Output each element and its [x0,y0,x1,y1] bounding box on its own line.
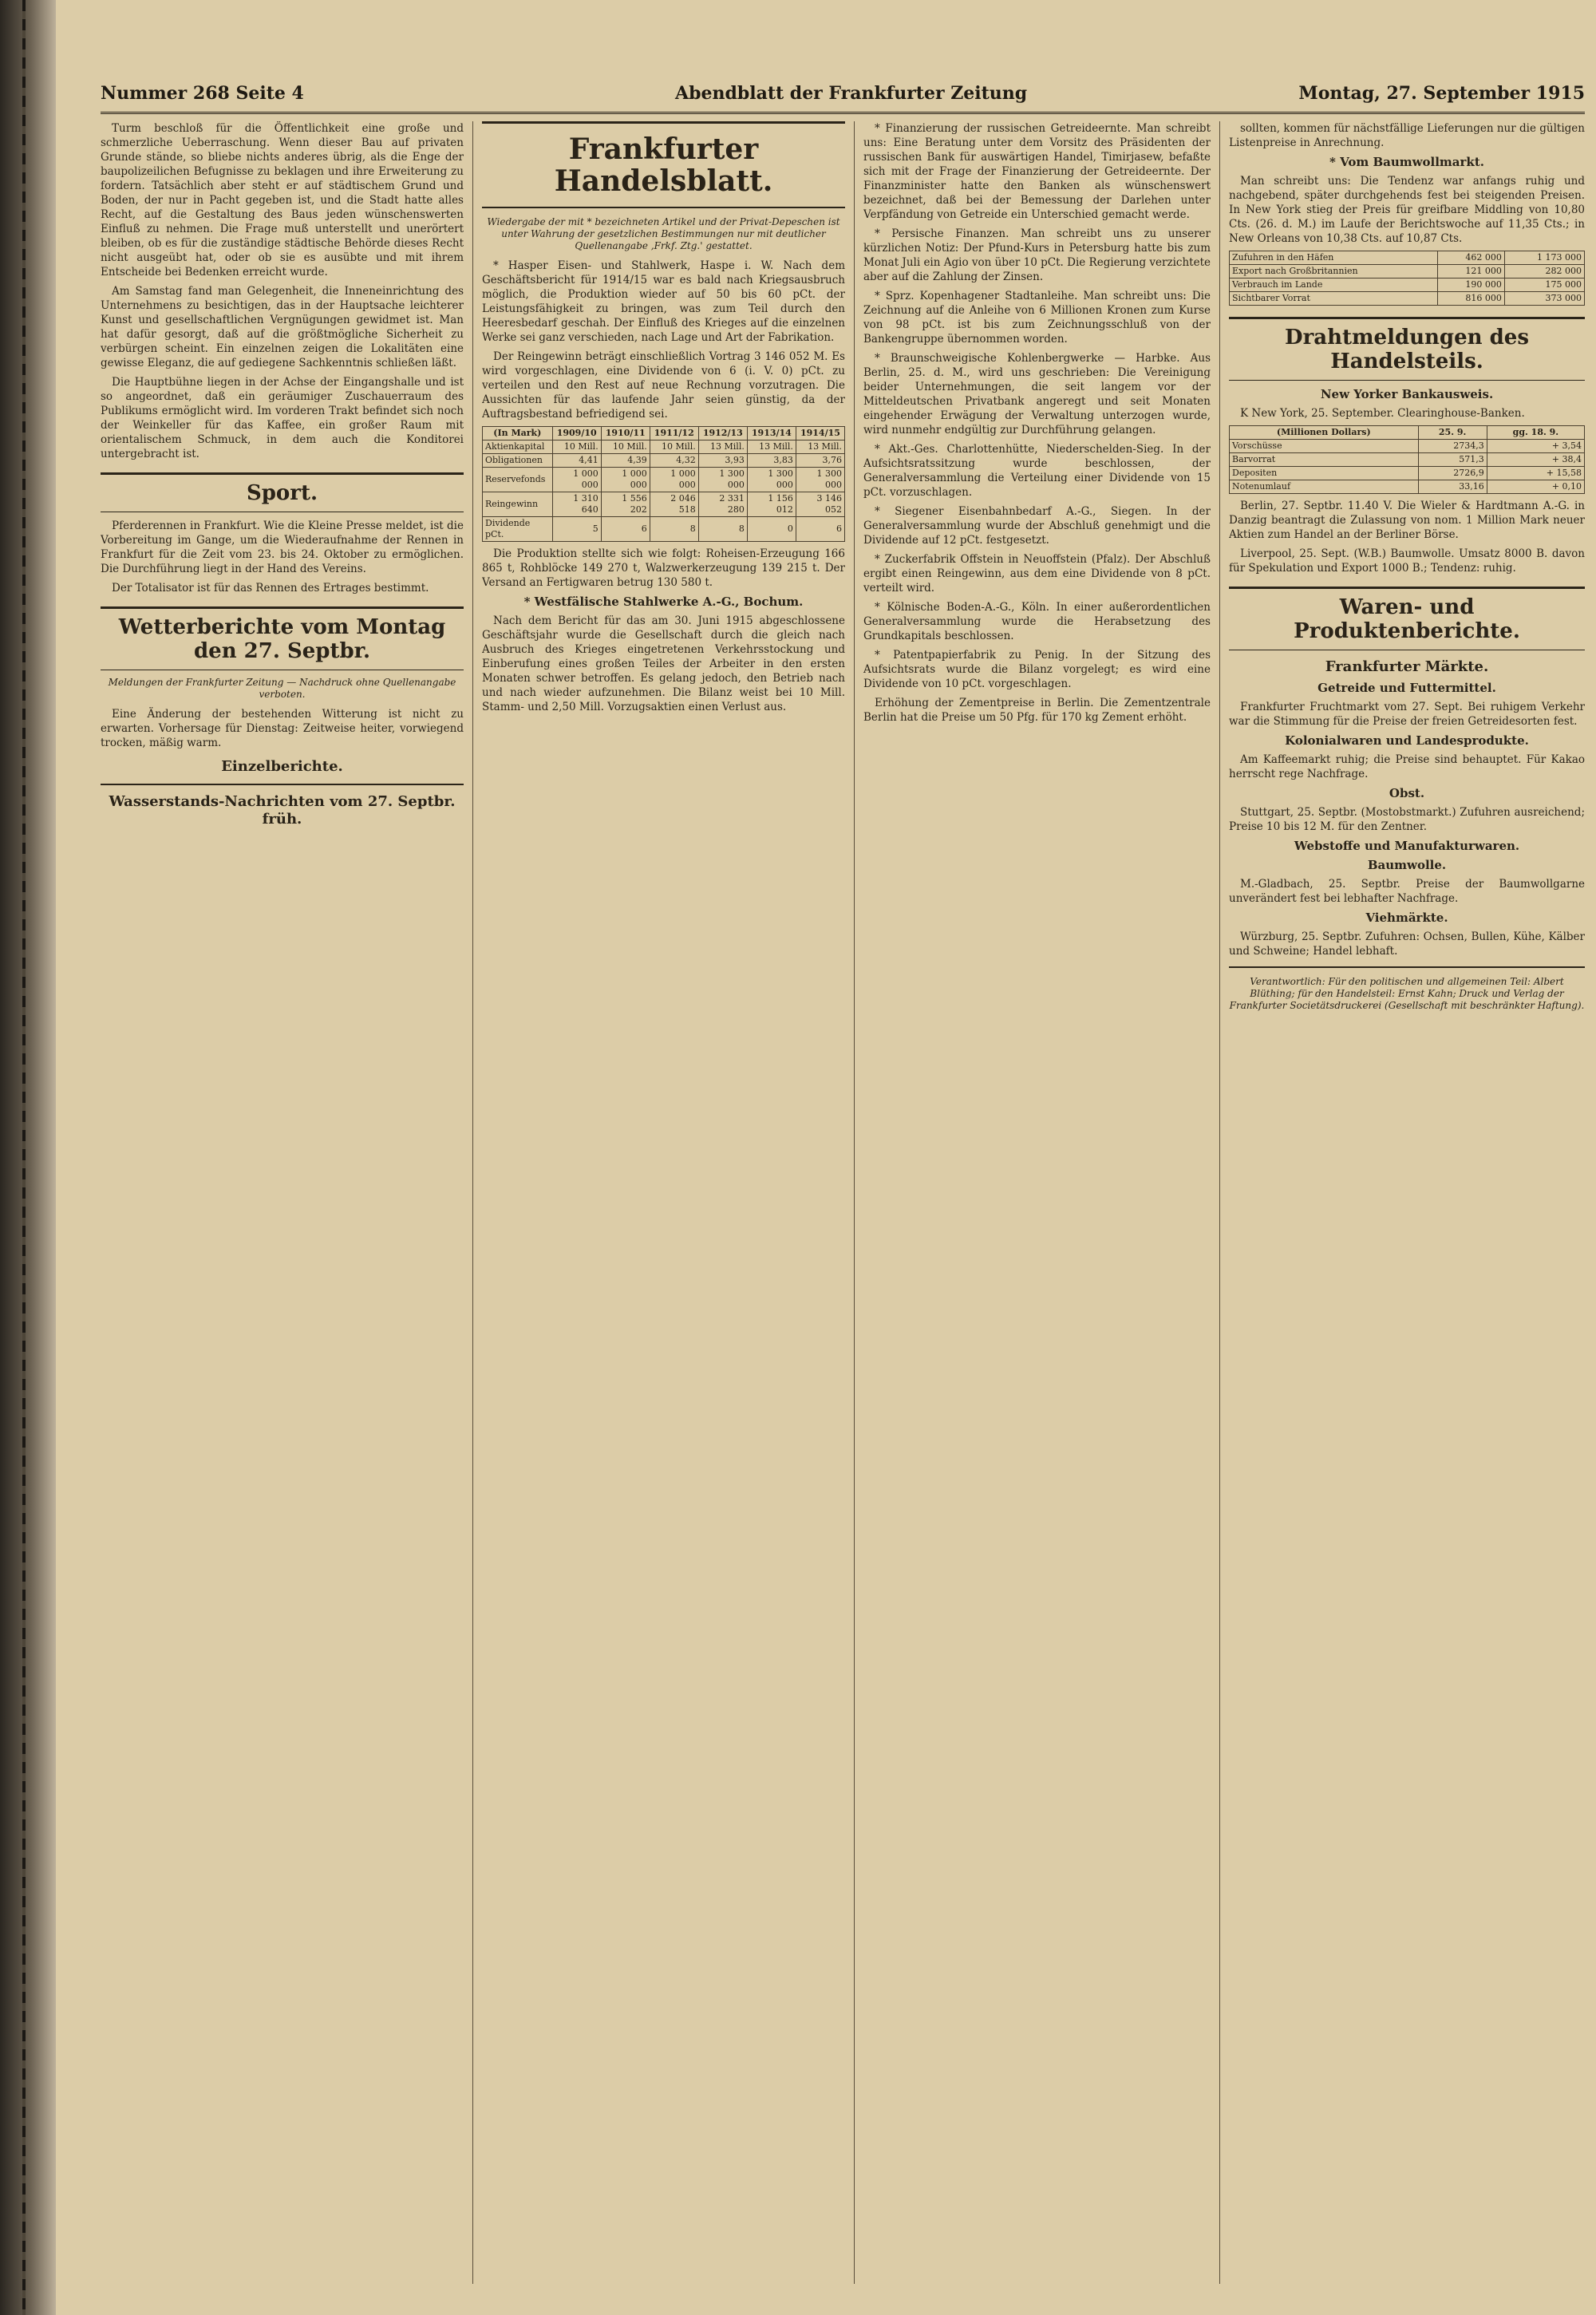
cell: 1 000 000 [650,468,698,492]
table-year: 1910/11 [601,427,650,440]
cell: 2 046 518 [650,492,698,517]
cell: 1 300 000 [747,468,796,492]
business-paragraph: * Finanzierung der russischen Getreideernte. Man schreibt uns: Eine Beratung unter dem Vorsitz des Präsidenten der russischen Bank für auswärtigen Handel, Timirjasew, befaßte sich mit der Frage der Finanzierung der Getreideernte. Der Finanzminister hatte den Banken als wünschenswert bezeichnet, daß bei der Bemessung der Darlehen unter Verpfändung von Getreide ein Unterschied gemacht werde. [863,122,1211,221]
cell: 1 310 640 [552,492,601,517]
page-number: Nummer 268 Seite 4 [101,83,304,104]
cell: 571,3 [1418,453,1487,467]
table-row [1230,292,1585,306]
colonial-heading: Kolonialwaren und Landesprodukte. [1285,733,1529,748]
cell: 10 Mill. [552,440,601,454]
cell: 121 000 [1438,265,1504,279]
cell: 4,41 [552,454,601,468]
business-paragraph: Die Produktion stellte sich wie folgt: Roheisen-Erzeugung 166 865 t, Rohblöcke 149 270 t, Walzwerkerzeugung 139 215 t. Der Versand an Fertigwaren betrug 130 580 t. [482,547,845,589]
cell: 4,39 [601,454,650,468]
cell: 6 [796,517,844,542]
divider [101,784,464,785]
cell: 373 000 [1504,292,1584,306]
table-row [483,468,845,492]
table-header-row [1230,426,1585,440]
cell: 2 331 280 [698,492,747,517]
weather-text: Eine Änderung der bestehenden Witterung ist nicht zu erwarten. Vorhersage für Dienstag: Zeitweise heiter, vorwiegend trocken, mäßig warm. [101,708,464,749]
cotton-text: Man schreibt uns: Die Tendenz war anfangs ruhig und nachgebend, später durchgehends fest bei steigenden Preisen. In New York stieg der Preis für greifbare Middling von 10,80 Cts. (26. d. M.) im Laufe der Berichtswoche auf 11,35 Cts.; in New Orleans von 10,38 Cts. auf 10,87 Cts. [1229,175,1585,245]
cotton-table [1229,251,1585,306]
cattle-text: Würzburg, 25. Septbr. Zufuhren: Ochsen, Bullen, Kühe, Kälber und Schweine; Handel lebhaft. [1229,930,1585,958]
table-row [1230,265,1585,279]
column-rule [854,121,855,2284]
cell: 3,83 [747,454,796,468]
column-4 [1229,121,1585,2276]
cattle-heading: Viehmärkte. [1365,911,1448,925]
textiles-heading: Webstoffe und Manufakturwaren. [1294,839,1520,853]
book-binding [0,0,56,2315]
weather-subline: Meldungen der Frankfurter Zeitung — Nachdruck ohne Quellenangabe verboten. [108,677,456,700]
table-caption: (In Mark) [483,427,553,440]
frankfurt-markets-heading: Frankfurter Märkte. [1325,658,1489,675]
cell: 462 000 [1438,251,1504,265]
table-caption: (Millionen Dollars) [1230,426,1419,440]
row-label: Obligationen [483,454,553,468]
newspaper-title: Abendblatt der Frankfurter Zeitung [675,83,1028,104]
fruit-text: Stuttgart, 25. Septbr. (Mostobstmarkt.) Zufuhren ausreichend; Preise 10 bis 12 M. für den Zentner. [1229,806,1585,833]
waren-heading: Waren- und Produktenberichte. [1229,587,1585,650]
feuilleton-paragraph: Am Samstag fand man Gelegenheit, die Inneneinrichtung des Unternehmens zu besichtigen, das in der Hauptsache leichterer Kunst und gesellschaftlichen Vergnügungen gewidmet ist. Man hat dafür gesorgt, daß auf die größtmögliche Sicherheit zu verbürgen scheint. Ein einzelnen zeigen die Lokalitäten eine gewisse Eleganz, die auf gediegene Sachkenntnis schließen läßt. [101,285,464,369]
table-row [483,517,845,542]
cell: 13 Mill. [796,440,844,454]
cell: 3 146 052 [796,492,844,517]
westfaelische-heading: * Westfälische Stahlwerke A.-G., Bochum. [523,595,804,609]
row-label: Barvorrat [1230,453,1419,467]
cell: 8 [698,517,747,542]
business-paragraph: * Braunschweigische Kohlenbergwerke — Harbke. Aus Berlin, 25. d. M., wird uns geschrieben: Die Vereinigung beider Unternehmungen, die seit langem vor der Mitteldeutschen Privatbank angeregt und seit Monaten eingehender Erwägung der Verwaltung unterzogen wurde, wird nunmehr endgültig zur Durchführung gelangen. [863,352,1211,437]
sport-paragraph: Der Totalisator ist für das Rennen des Ertrages bestimmt. [112,582,429,595]
business-paragraph: * Hasper Eisen- und Stahlwerk, Haspe i. W. Nach dem Geschäftsbericht für 1914/15 war es bald nach Kriegsausbruch möglich, die Produktion wieder auf 50 bis 60 pCt. der Leistungsfähigkeit zu bringen, was zum Teil durch den Heeresbedarf geschah. Der Einfluß des Krieges auf die einzelnen Werke sei ganz verschieden, nach Lage und Art der Fabrikation. [482,259,845,344]
cell: 10 Mill. [601,440,650,454]
table-col: gg. 18. 9. [1487,426,1584,440]
table-year: 1914/15 [796,427,844,440]
sport-paragraph: Pferderennen in Frankfurt. Wie die Kleine Presse meldet, ist die Vorbereitung im Gange, um die Wiederaufnahme der Rennen in Frankfurt für die Zeit vom 23. bis 24. Oktober zu ermöglichen. Die Durchführung liegt in der Hand des Vereins. [101,519,464,575]
masthead [101,80,1585,114]
cell: 4,32 [650,454,698,468]
newspaper-page [56,0,1596,2315]
cell: 1 300 000 [698,468,747,492]
business-paragraph: Erhöhung der Zementpreise in Berlin. Die Zementzentrale Berlin hat die Preise um 50 Pfg. für 170 kg Zement erhöht. [863,697,1211,724]
cell: 1 000 000 [601,468,650,492]
row-label: Reingewinn [483,492,553,517]
cell: + 15,58 [1487,467,1584,480]
row-label: Notenumlauf [1230,480,1419,494]
business-paragraph: * Siegener Eisenbahnbedarf A.-G., Siegen. In der Generalversammlung wurde der Abschluß genehmigt und die Dividende auf 12 pCt. festgesetzt. [863,505,1211,547]
feuilleton-paragraph: Turm beschloß für die Öffentlichkeit eine große und schmerzliche Ueberraschung. Wenn dieser Bau auf privaten Grunde stände, so bliebe nichts anderes übrig, als die Enge der baupolizeilichen Befugnisse zu beklagen und ihre Erweiterung zu fordern. Tatsächlich aber steht er auf städtischem Grund und Boden, der nur in Pacht gegeben ist, und die Stadt hatte alles Recht, auf die Gestaltung des Baus jeden wünschenswerten Einfluß zu nehmen. Die Frage muß unterstellt und unerörtert bleiben, ob es für die zuständige städtische Behörde dieses Recht nicht ausgeübt hat, oder ob sie es ausübte und mit ihrem Entscheide bei Bedenken erreicht wurde. [101,122,464,279]
cell: + 3,54 [1487,440,1584,453]
cell: 1 156 012 [747,492,796,517]
business-paragraph: Der Reingewinn beträgt einschließlich Vortrag 3 146 052 M. Es wird vorgeschlagen, eine Dividende von 6 (i. V. 0) pCt. zu verteilen und den Rest auf neue Rechnung vorzutragen. Die Aussichten für das laufende Jahr seien günstig, da der Auftragsbestand befriedigend sei. [482,350,845,421]
table-row [1230,467,1585,480]
cell: 10 Mill. [650,440,698,454]
row-label: Dividende pCt. [483,517,553,542]
table-header-row [483,427,845,440]
einzel-heading: Einzelberichte. [221,758,343,775]
table-year: 1913/14 [747,427,796,440]
business-paragraph: * Persische Finanzen. Man schreibt uns zu unserer kürzlichen Notiz: Der Pfund-Kurs in Petersburg hatte bis zum Monat Juli ein Agio von über 10 pCt. Die Regierung verzichtete aber auf die Zahlung der Zinsen. [863,227,1211,283]
cell: 2734,3 [1418,440,1487,453]
grain-text: Frankfurter Fruchtmarkt vom 27. Sept. Bei ruhigem Verkehr war die Stimmung für die Preise der freien Getreidesorten fest. [1229,701,1585,728]
colonial-text: Am Kaffeemarkt ruhig; die Preise sind behauptet. Für Kakao herrscht rege Nachfrage. [1229,753,1585,780]
table-row [1230,480,1585,494]
table-row [1230,440,1585,453]
grain-subheading: Getreide und Futtermittel. [1317,681,1496,695]
feuilleton-paragraph: Die Hauptbühne liegen in der Achse der Eingangshalle und ist so angeordnet, daß ein geräumiger Zuschauerraum des Publikums ermöglicht wird. Im vorderen Trakt befindet sich noch der Weinkeller für das Kaffee, ein großer Raum mit orientalischem Schmuck, in dem auch die Konditorei untergebracht ist. [101,376,464,460]
textiles-text: M.-Gladbach, 25. Septbr. Preise der Baumwollgarne unverändert fest bei lebhafter Nachfrage. [1229,878,1585,905]
issue-date: Montag, 27. September 1915 [1298,83,1585,104]
business-paragraph: * Sprz. Kopenhagener Stadtanleihe. Man schreibt uns: Die Zeichnung auf die Anleihe von 6 Millionen Kronen zum Kurse von 98 pCt. ist bis zum Zeichnungsschluß von der Bankengruppe übernommen worden. [863,290,1211,346]
bankausweis-heading: New Yorker Bankausweis. [1320,387,1494,401]
cell: 1 556 202 [601,492,650,517]
draht-heading: Drahtmeldungen des Handelsteils. [1229,317,1585,381]
cell: 5 [552,517,601,542]
sport-heading: Sport. [101,472,464,512]
row-label: Aktienkapital [483,440,553,454]
cell: 3,93 [698,454,747,468]
imprint-footer: Verantwortlich: Für den politischen und allgemeinen Teil: Albert Blüthing; für den Handelsteil: Ernst Kahn; Druck und Verlag der Frankfurter Societätsdruckerei (Gesellschaft mit beschränkter Haftung). [1229,976,1585,1011]
cell: 1 300 000 [796,468,844,492]
cotton-subheading: Baumwolle. [1367,858,1447,872]
table-row [1230,453,1585,467]
business-paragraph: * Kölnische Boden-A.-G., Köln. In einer außerordentlichen Generalversammlung wurde die Herabsetzung des Grundkapitals beschlossen. [863,601,1211,642]
business-paragraph: * Patentpapierfabrik zu Penig. In der Sitzung des Aufsichtsrats wurde die Bilanz vorgelegt; es wird eine Dividende von 10 pCt. vorgeschlagen. [863,649,1211,690]
draht-text: Berlin, 27. Septbr. 11.40 V. Die Wieler & Hardtmann A.-G. in Danzig beantragt die Zulassung von nom. 1 Million Mark neuer Aktien zum Handel an der Berliner Börse. [1229,500,1585,541]
row-label: Depositen [1230,467,1419,480]
row-label: Vorschüsse [1230,440,1419,453]
cell: 816 000 [1438,292,1504,306]
column-3 [863,121,1211,2276]
table-row [1230,251,1585,265]
row-label: Sichtbarer Vorrat [1230,292,1438,306]
business-paragraph: sollten, kommen für nächstfällige Lieferungen nur die gültigen Listenpreise in Anrechnung. [1229,122,1585,149]
balance-table [482,426,845,542]
fruit-heading: Obst. [1389,786,1425,800]
column-rule [1219,121,1220,2284]
divider [1229,966,1585,968]
business-paragraph: * Akt.-Ges. Charlottenhütte, Niederschelden-Sieg. In der Aufsichtsratssitzung wurde beschlossen, der Generalversammlung die Verteilung einer Dividende von 15 pCt. vorzuschlagen. [863,443,1211,499]
water-heading: Wasserstands-Nachrichten vom 27. Septbr. früh. [109,793,456,828]
cell: 13 Mill. [698,440,747,454]
cell: 0 [747,517,796,542]
table-row [483,492,845,517]
row-label: Verbrauch im Lande [1230,279,1438,292]
business-paragraph: * Zuckerfabrik Offstein in Neuoffstein (Pfalz). Der Abschluß ergibt einen Reingewinn, aus dem eine Dividende von 8 pCt. verteilt wird. [863,553,1211,595]
column-1 [101,121,464,2276]
row-label: Zufuhren in den Häfen [1230,251,1438,265]
column-2 [482,121,845,2276]
row-label: Export nach Großbritannien [1230,265,1438,279]
cell: 190 000 [1438,279,1504,292]
reprint-note: Wiedergabe der mit * bezeichneten Artikel und der Privat-Depeschen ist unter Wahrung der gesetzlichen Bestimmungen nur mit deutlicher Quellenangabe ‚Frkf. Ztg.' gestattet. [487,216,840,251]
table-year: 1911/12 [650,427,698,440]
table-year: 1909/10 [552,427,601,440]
weather-heading: Wetterberichte vom Montag den 27. Septbr. [101,606,464,670]
table-year: 1912/13 [698,427,747,440]
draht-line: K New York, 25. September. Clearinghouse-Banken. [1240,407,1525,420]
cell: 3,76 [796,454,844,468]
cell: 2726,9 [1418,467,1487,480]
cell: 13 Mill. [747,440,796,454]
cell: 8 [650,517,698,542]
table-row [483,440,845,454]
cell: + 38,4 [1487,453,1584,467]
cell: 1 173 000 [1504,251,1584,265]
business-paragraph: Nach dem Bericht für das am 30. Juni 1915 abgeschlossene Geschäftsjahr wurde die Gesellschaft durch die gleich nach Ausbruch des Krieges eingetretenen Verkehrsstockung und Einberufung eines großen Teiles der Arbeiter in den ersten Monaten schwer betroffen. Es gelang jedoch, den Betrieb nach und nach wieder aufzunehmen. Die Bilanz weist bei 10 Mill. Stamm- und 2,50 Mill. Vorzugsaktien einen Verlust aus. [482,614,845,713]
table-row [1230,279,1585,292]
cell: 33,16 [1418,480,1487,494]
cotton-heading: * Vom Baumwollmarkt. [1329,155,1484,169]
cell: + 0,10 [1487,480,1584,494]
cell: 282 000 [1504,265,1584,279]
handelsblatt-heading: Frankfurter Handelsblatt. [482,121,845,208]
column-rule [472,121,473,2284]
row-label: Reservefonds [483,468,553,492]
cell: 1 000 000 [552,468,601,492]
binding-stitch [22,0,26,2315]
bankausweis-table [1229,425,1585,494]
table-row [483,454,845,468]
liverpool-text: Liverpool, 25. Sept. (W.B.) Baumwolle. Umsatz 8000 B. davon für Spekulation und Export 1000 B.; Tendenz: ruhig. [1229,547,1585,575]
cell: 175 000 [1504,279,1584,292]
table-col: 25. 9. [1418,426,1487,440]
cell: 6 [601,517,650,542]
